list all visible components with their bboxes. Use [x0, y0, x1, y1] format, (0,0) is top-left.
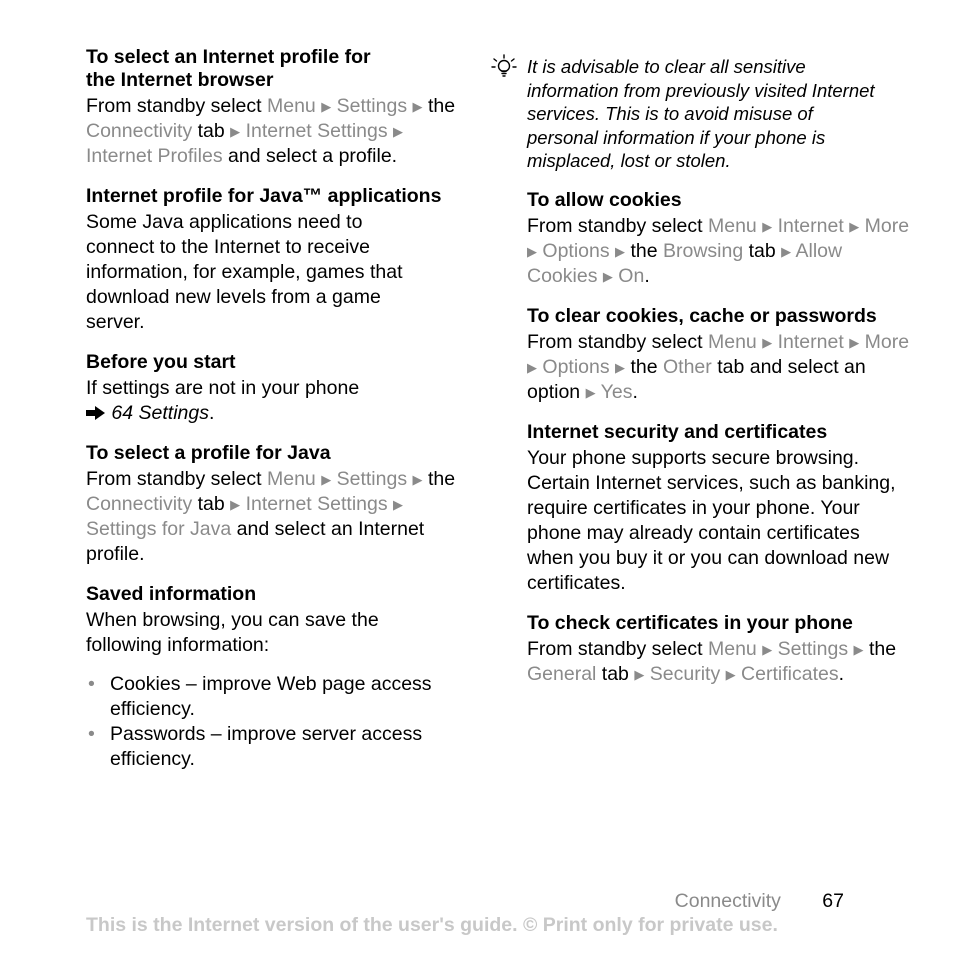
menu-item-allow-cookies: Allow Cookies: [527, 239, 843, 287]
section-before-you-start: [86, 351, 466, 426]
lightbulb-tip-icon: [489, 53, 519, 83]
section-heading: Internet profile for Java™ applications: [86, 185, 442, 207]
right-triangle-icon: ▶: [230, 124, 241, 139]
menu-item-menu: Menu: [267, 95, 316, 117]
section-heading: Saved information: [86, 583, 257, 605]
tip-note: It is advisable to clear all sensitive information from previously visited Internet services. This is to avoid misuse of personal information if your phone is misplaced, lost or stolen.: [527, 55, 887, 173]
copyright-notice: This is the Internet version of the user's guide. © Print only for private use.: [86, 914, 778, 936]
menu-item-more: More: [864, 330, 910, 353]
section-select-internet-profile: [86, 46, 466, 169]
list-item: • Cookies – improve Web page access efficiency.: [88, 673, 432, 720]
bullet-icon: •: [88, 673, 95, 695]
section-check-certificates: [527, 612, 917, 687]
section-heading: To clear cookies, cache or passwords: [527, 304, 877, 327]
menu-item-internet-settings: Internet Settings: [245, 493, 388, 515]
right-triangle-icon: ▶: [230, 497, 241, 512]
page-footer: [675, 889, 844, 914]
section-heading: To select a profile for Java: [86, 442, 331, 464]
right-triangle-icon: ▶: [781, 243, 792, 259]
right-triangle-icon: ▶: [849, 218, 860, 234]
menu-item-general: General: [527, 662, 597, 685]
bullet-icon: •: [88, 723, 95, 745]
body-text: Your phone supports secure browsing. Certain Internet services, such as banking, require certificates in your phone. Your phone may already contain certificates when you buy it or you can download new certificates.: [527, 446, 896, 594]
section-select-java-profile: [86, 442, 466, 567]
menu-item-more: More: [864, 214, 910, 237]
right-triangle-icon: ▶: [853, 641, 864, 657]
footer-section-name: Connectivity: [674, 890, 781, 912]
section-java-profile-info: [86, 185, 466, 335]
right-triangle-icon: ▶: [321, 472, 332, 487]
right-triangle-icon: ▶: [527, 359, 537, 375]
right-triangle-icon: ▶: [412, 472, 423, 487]
section-heading: To check certificates in your phone: [527, 611, 853, 634]
instruction-text: From standby select Menu ▶ Settings ▶ the Connectivity tab ▶ Internet Settings ▶ Internet Profiles and select a profile.: [86, 95, 456, 167]
body-text: When browsing, you can save the following information:: [86, 609, 379, 656]
right-triangle-icon: ▶: [321, 99, 332, 114]
menu-item-menu: Menu: [708, 330, 757, 353]
menu-item-settings: Settings: [336, 468, 408, 490]
section-heading: To allow cookies: [527, 188, 682, 211]
menu-item-menu: Menu: [267, 468, 316, 490]
right-triangle-icon: ▶: [393, 124, 404, 139]
page-number: 67: [822, 890, 844, 912]
section-clear-cookies: [527, 305, 917, 405]
menu-item-internet: Internet: [777, 214, 844, 237]
xref-link[interactable]: 64 Settings: [111, 402, 209, 424]
section-heading: To select an Internet profile for the Internet browser: [86, 46, 371, 91]
right-triangle-icon: ▶: [762, 641, 773, 657]
menu-item-on: On: [618, 264, 645, 287]
menu-item-yes: Yes: [600, 380, 633, 403]
section-internet-security: [527, 421, 917, 596]
instruction-text: From standby select Menu ▶ Settings ▶ the Connectivity tab ▶ Internet Settings ▶ Settings for Java and select an Internet profile.: [86, 468, 456, 565]
right-column: [527, 46, 917, 687]
menu-item-options: Options: [542, 239, 610, 262]
menu-item-menu: Menu: [708, 214, 757, 237]
section-saved-information: [86, 583, 466, 772]
right-triangle-icon: ▶: [393, 497, 404, 512]
instruction-text: From standby select Menu ▶ Settings ▶ the General tab ▶ Security ▶ Certificates.: [527, 637, 897, 685]
right-triangle-icon: ▶: [615, 359, 626, 375]
section-heading: Before you start: [86, 351, 236, 373]
right-triangle-icon: ▶: [725, 666, 736, 682]
list-item: • Passwords – improve server access efficiency.: [88, 723, 423, 770]
menu-item-settings: Settings: [777, 637, 849, 660]
right-triangle-icon: ▶: [849, 334, 860, 350]
right-triangle-icon: ▶: [602, 268, 613, 284]
right-triangle-icon: ▶: [615, 243, 626, 259]
xref-arrow-icon: [86, 402, 111, 424]
menu-item-connectivity: Connectivity: [86, 493, 193, 515]
section-allow-cookies: [527, 189, 917, 289]
menu-item-settings-for-java: Settings for Java: [86, 518, 232, 540]
right-triangle-icon: ▶: [634, 666, 645, 682]
instruction-text: From standby select Menu ▶ Internet ▶ More ▶ Options ▶ the Other tab and select an option ▶ Yes.: [527, 330, 910, 403]
body-text: If settings are not in your phone 64 Settings.: [86, 377, 360, 424]
section-heading: Internet security and certificates: [527, 420, 828, 443]
menu-item-browsing: Browsing: [663, 239, 744, 262]
body-text: Some Java applications need to connect to the Internet to receive information, for example, games that download new levels from a game server.: [86, 211, 403, 333]
right-triangle-icon: ▶: [527, 243, 537, 259]
right-triangle-icon: ▶: [412, 99, 423, 114]
right-triangle-icon: ▶: [585, 384, 596, 400]
menu-item-other: Other: [663, 355, 712, 378]
right-triangle-icon: ▶: [762, 218, 773, 234]
right-triangle-icon: ▶: [762, 334, 773, 350]
menu-item-settings: Settings: [336, 95, 408, 117]
instruction-text: From standby select Menu ▶ Internet ▶ More ▶ Options ▶ the Browsing tab ▶ Allow Cookies ▶ On.: [527, 214, 910, 287]
left-column: [86, 46, 466, 772]
menu-item-menu: Menu: [708, 637, 757, 660]
menu-item-connectivity: Connectivity: [86, 120, 193, 142]
menu-item-security: Security: [649, 662, 721, 685]
menu-item-certificates: Certificates: [741, 662, 839, 685]
menu-item-internet: Internet: [777, 330, 844, 353]
menu-item-options: Options: [542, 355, 610, 378]
menu-item-internet-profiles: Internet Profiles: [86, 145, 223, 167]
bullet-list: [86, 672, 466, 772]
menu-item-internet-settings: Internet Settings: [245, 120, 388, 142]
